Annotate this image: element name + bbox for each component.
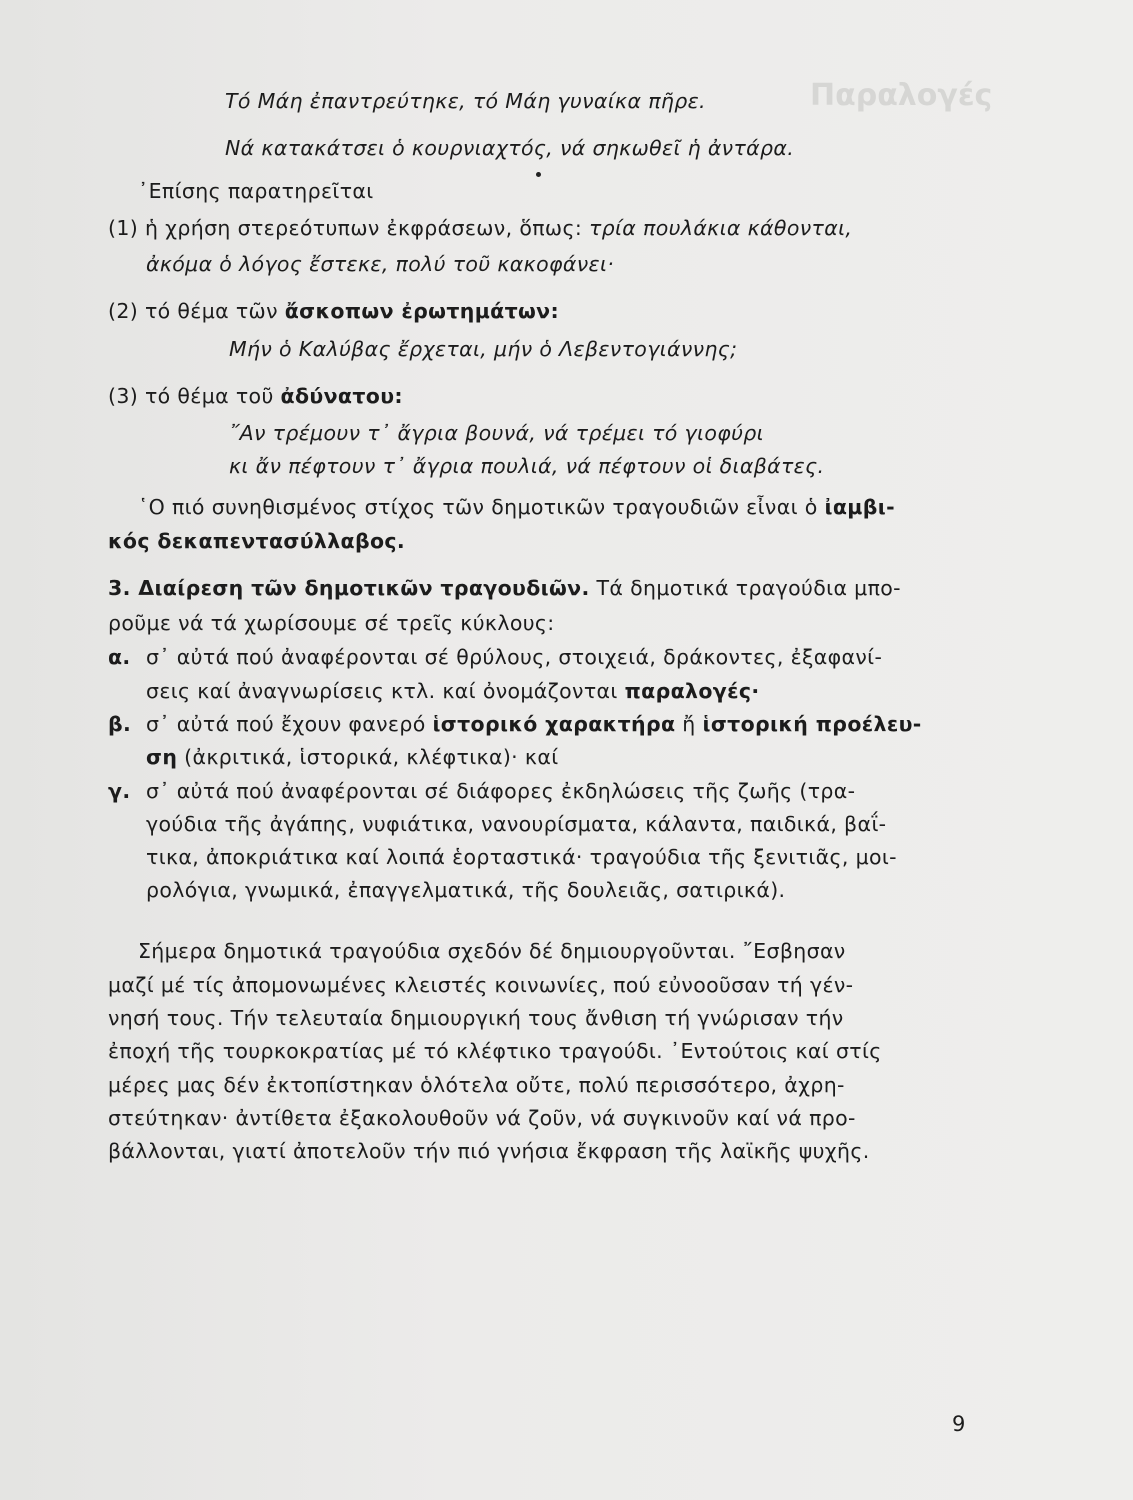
section-3-intro-line-2: ροῦμε νά τά χωρίσουμε σέ τρεῖς κύκλους:: [108, 611, 555, 635]
item-a-bold: παραλογές·: [624, 679, 760, 703]
item-a-text: σεις καί ἀναγνωρίσεις κτλ. καί ὀνομάζονται: [146, 679, 618, 703]
item-3-bold: ἀδύνατου:: [280, 384, 403, 408]
item-1-example-2: ἀκόμα ὁ λόγος ἔστεκε, πολύ τοῦ κακοφάνει·: [146, 252, 615, 276]
closing-line-1: Σήμερα δημοτικά τραγούδια σχεδόν δέ δημιουργοῦνται. ῎Εσβησαν: [138, 939, 846, 963]
item-b-text: σ᾿ αὐτά πού ἔχουν φανερό: [146, 712, 426, 736]
item-2-number: (2): [108, 299, 139, 323]
page-number: 9: [952, 1412, 966, 1436]
item-b-mid: ἤ: [682, 712, 696, 736]
stray-dot: [536, 172, 541, 177]
closing-line-3: νησή τους. Τήν τελευταία δημιουργική τους ἄνθιση τή γνώρισαν τήν: [108, 1006, 844, 1030]
item-3-verse-2: κι ἄν πέφτουν τ᾿ ἄγρια πουλιά, νά πέφτουν οἱ διαβάτες.: [229, 454, 825, 478]
meter-bold-1: ἰαμβι-: [824, 495, 895, 519]
closing-line-5: μέρες μας δέν ἐκτοπίστηκαν ὁλότελα οὔτε, πολύ περισσότερο, ἀχρη-: [108, 1073, 845, 1097]
closing-line-4: ἐποχή τῆς τουρκοκρατίας μέ τό κλέφτικο τραγούδι. ᾿Εντούτοις καί στίς: [108, 1039, 882, 1063]
item-b-bold-2: ἱστορική προέλευ-: [702, 712, 922, 736]
item-g-label: γ.: [108, 779, 131, 803]
item-b-line-2: [146, 743, 558, 771]
item-1-text: ἡ χρήση στερεότυπων ἐκφράσεων, ὅπως:: [144, 216, 583, 240]
section-3-intro-rest: Τά δημοτικά τραγούδια μπο-: [596, 576, 901, 600]
item-3-number: (3): [108, 384, 139, 408]
item-g-line-3: τικα, ἀποκριάτικα καί λοιπά ἑορταστικά· τραγούδια τῆς ξενιτιᾶς, μοι-: [146, 845, 897, 869]
meter-text: ῾Ο πιό συνηθισμένος στίχος τῶν δημοτικῶν τραγουδιῶν εἶναι ὁ: [138, 495, 818, 519]
section-3-heading: 3. Διαίρεση τῶν δημοτικῶν τραγουδιῶν.: [108, 576, 590, 600]
meter-bold-2: κός δεκαπεντασύλλαβος.: [108, 529, 406, 553]
section-3-intro: [108, 574, 901, 602]
bleed-through-heading: Παραλογές: [810, 78, 993, 113]
item-b-bold: ἱστορικό χαρακτήρα: [432, 712, 676, 736]
item-g-line-2: γούδια τῆς ἀγάπης, νυφιάτικα, νανουρίσματα, κάλαντα, παιδικά, βαΐ-: [146, 812, 887, 836]
closing-line-2: μαζί μέ τίς ἀπομονωμένες κλειστές κοινωνίες, πού εὐνοοῦσαν τή γέν-: [108, 973, 854, 997]
item-1: [108, 214, 852, 242]
item-g-line-1: σ᾿ αὐτά πού ἀναφέρονται σέ διάφορες ἐκδηλώσεις τῆς ζωῆς (τρα-: [146, 779, 856, 803]
item-b-line-1: [146, 710, 922, 738]
closing-line-7: βάλλονται, γιατί ἀποτελοῦν τήν πιό γνήσια ἔκφραση τῆς λαϊκῆς ψυχῆς.: [108, 1139, 870, 1163]
verse-line-2: Νά κατακάτσει ὁ κουρνιαχτός, νά σηκωθεῖ ἡ ἀντάρα.: [225, 136, 795, 160]
item-3: [108, 382, 403, 410]
item-2-verse: Μήν ὁ Καλύβας ἔρχεται, μήν ὁ Λεβεντογιάννης;: [229, 337, 738, 361]
item-2-text: τό θέμα τῶν: [144, 299, 278, 323]
item-1-example-1: τρία πουλάκια κάθονται,: [588, 216, 853, 240]
item-a-line-1: σ᾿ αὐτά πού ἀναφέρονται σέ θρύλους, στοιχειά, δράκοντες, ἐξαφανί-: [146, 645, 883, 669]
item-b-bold-3: ση: [146, 745, 178, 769]
item-2-bold: ἄσκοπων ἐρωτημάτων:: [284, 299, 560, 323]
item-a-label: α.: [108, 645, 131, 669]
item-2: [108, 297, 559, 325]
item-1-number: (1): [108, 216, 139, 240]
item-b-label: β.: [108, 712, 132, 736]
item-g-line-4: ρολόγια, γνωμικά, ἐπαγγελματικά, τῆς δουλειᾶς, σατιρικά).: [146, 878, 786, 902]
meter-line-1: [138, 493, 895, 521]
observation-intro: ᾿Επίσης παρατηρεῖται: [138, 179, 374, 203]
item-3-text: τό θέμα τοῦ: [144, 384, 274, 408]
item-3-verse-1: ῎Αν τρέμουν τ᾿ ἄγρια βουνά, νά τρέμει τό γιοφύρι: [229, 421, 764, 445]
item-a-line-2: [146, 677, 760, 705]
verse-line-1: Τό Μάη ἐπαντρεύτηκε, τό Μάη γυναίκα πῆρε.: [225, 89, 706, 113]
item-b-rest: (ἀκριτικά, ἱστορικά, κλέφτικα)· καί: [184, 745, 559, 769]
closing-line-6: στεύτηκαν· ἀντίθετα ἐξακολουθοῦν νά ζοῦν, νά συγκινοῦν καί νά προ-: [108, 1106, 856, 1130]
